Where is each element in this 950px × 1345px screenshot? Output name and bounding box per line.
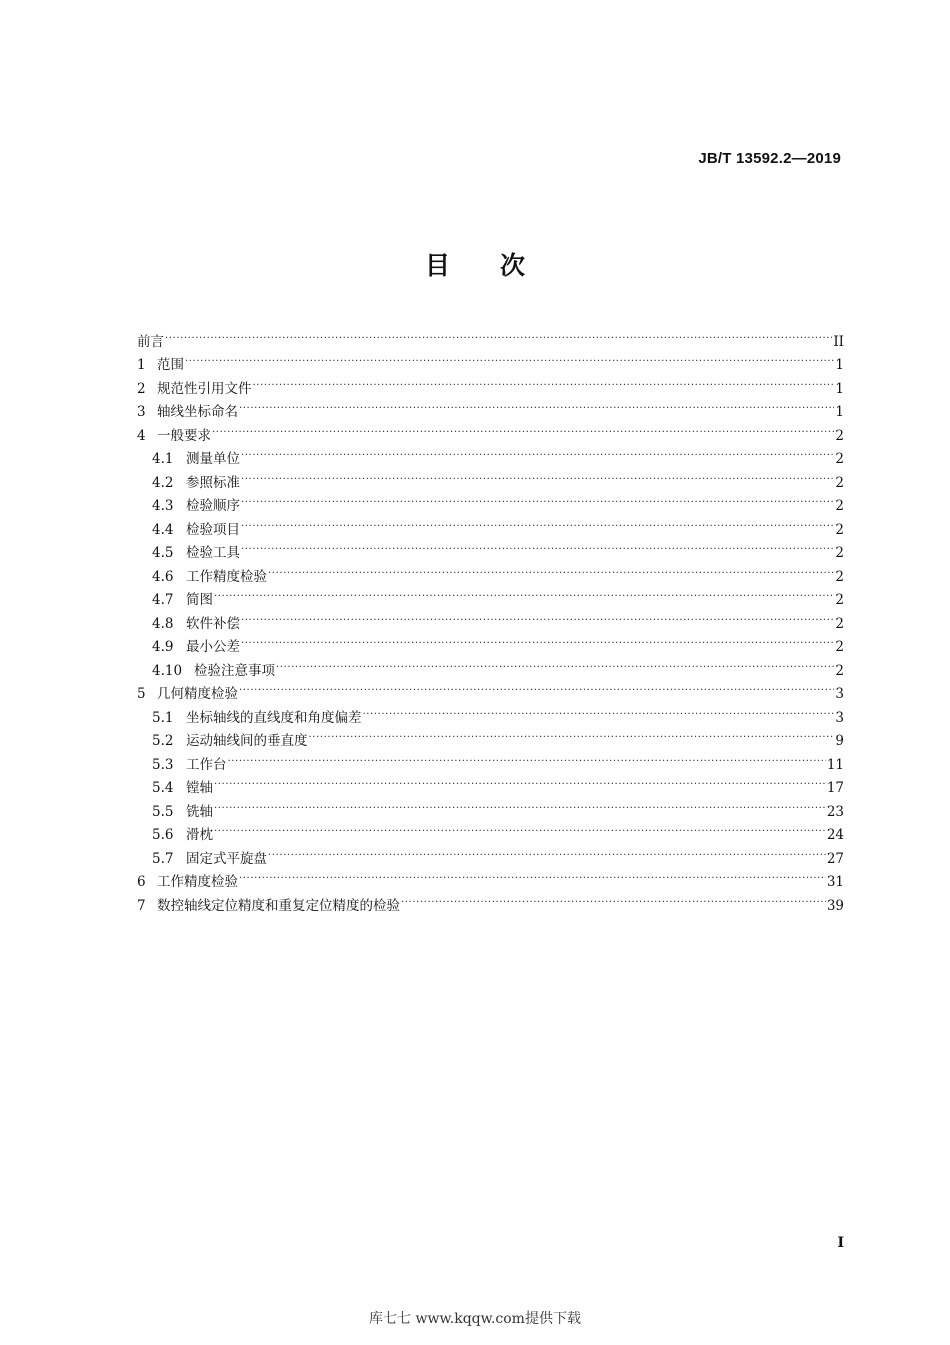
toc-entry-label: 数控轴线定位精度和重复定位精度的检验 — [157, 897, 400, 914]
toc-dot-leader — [165, 322, 832, 346]
toc-entry-number: 4.8 — [152, 615, 174, 632]
footer-watermark-text: 库七七 www.kqqw.com提供下载 — [369, 1311, 581, 1327]
toc-entry[interactable] — [137, 369, 844, 397]
toc-entry[interactable] — [137, 651, 844, 679]
toc-entry-number: 4.7 — [152, 592, 174, 608]
toc-dot-leader — [214, 769, 826, 793]
toc-entry-page: 27 — [826, 850, 844, 867]
title-char-2: 次 — [500, 251, 526, 280]
toc-entry-number: 5.7 — [152, 850, 174, 867]
toc-entry-label: 工作精度检验 — [157, 874, 238, 890]
toc-entry[interactable] — [137, 322, 844, 350]
toc-entry-page: 1 — [835, 380, 844, 397]
toc-entry[interactable] — [137, 604, 844, 632]
toc-entry-label: 工作台 — [186, 756, 227, 773]
toc-dot-leader — [309, 722, 835, 746]
toc-entry-page: 2 — [835, 592, 844, 608]
page-number: I — [837, 1235, 844, 1251]
toc-entry-label: 铣轴 — [186, 803, 213, 820]
toc-dot-leader — [214, 581, 834, 605]
table-of-contents — [137, 322, 844, 914]
toc-entry-page: 1 — [835, 404, 844, 420]
toc-entry-page: 2 — [835, 545, 844, 561]
toc-dot-leader — [241, 463, 834, 487]
toc-entry-label: 检验注意事项 — [194, 662, 275, 679]
toc-entry-page: 23 — [826, 803, 844, 820]
toc-entry-page: 2 — [835, 568, 844, 585]
toc-dot-leader — [241, 534, 834, 558]
toc-entry[interactable] — [137, 769, 844, 796]
toc-entry-page: 31 — [826, 874, 844, 890]
toc-entry[interactable] — [137, 863, 844, 890]
toc-entry-page: 2 — [835, 474, 844, 491]
toc-entry-page: 17 — [826, 780, 844, 796]
toc-entry-page: 2 — [835, 451, 844, 467]
toc-entry-label: 轴线坐标命名 — [157, 404, 238, 420]
toc-entry-label: 一般要求 — [157, 427, 211, 444]
toc-entry-page: 3 — [835, 709, 844, 726]
page-title — [0, 246, 950, 282]
toc-dot-leader — [241, 440, 834, 464]
toc-entry[interactable] — [137, 698, 844, 726]
toc-entry-label: 检验顺序 — [186, 498, 240, 514]
toc-entry-label: 运动轴线间的垂直度 — [186, 733, 308, 749]
toc-entry[interactable] — [137, 416, 844, 444]
toc-entry-number: 4.1 — [152, 451, 174, 467]
toc-dot-leader — [185, 346, 834, 370]
toc-dot-leader — [268, 557, 834, 581]
toc-dot-leader — [241, 487, 834, 511]
toc-entry-page: 2 — [835, 427, 844, 444]
toc-entry-number: 4.4 — [152, 521, 174, 538]
toc-entry-label: 检验工具 — [186, 545, 240, 561]
toc-entry-label: 前言 — [137, 333, 164, 350]
toc-entry[interactable] — [137, 816, 844, 843]
toc-entry[interactable] — [137, 581, 844, 608]
toc-entry-page: 1 — [835, 357, 844, 373]
title-char-1: 目 — [424, 251, 450, 280]
toc-entry[interactable] — [137, 792, 844, 820]
toc-dot-leader — [228, 745, 826, 769]
toc-entry-label: 规范性引用文件 — [157, 380, 252, 397]
toc-entry-page: 2 — [835, 662, 844, 679]
toc-dot-leader — [268, 839, 826, 863]
toc-entry-number: 6 — [137, 874, 146, 890]
toc-entry-number: 2 — [137, 380, 146, 397]
toc-entry-number: 5.4 — [152, 780, 174, 796]
toc-entry-number: 4.6 — [152, 568, 174, 585]
toc-entry-number: 4.10 — [152, 662, 183, 679]
toc-dot-leader — [253, 369, 835, 393]
toc-entry-number: 5.3 — [152, 756, 174, 773]
toc-dot-leader — [241, 604, 834, 628]
toc-entry[interactable] — [137, 463, 844, 491]
toc-entry[interactable] — [137, 346, 844, 373]
toc-entry[interactable] — [137, 628, 844, 655]
toc-entry-page: 2 — [835, 521, 844, 538]
toc-entry-number: 4.5 — [152, 545, 174, 561]
toc-entry[interactable] — [137, 886, 844, 914]
toc-dot-leader — [239, 675, 834, 699]
toc-entry-page: 9 — [835, 733, 844, 749]
toc-entry-page: 39 — [826, 897, 844, 914]
toc-entry-label: 滑枕 — [186, 827, 213, 843]
toc-entry-number: 4.3 — [152, 498, 174, 514]
toc-dot-leader — [214, 792, 826, 816]
toc-entry-label: 工作精度检验 — [186, 568, 267, 585]
toc-entry[interactable] — [137, 534, 844, 561]
toc-entry-page: 2 — [835, 615, 844, 632]
toc-entry[interactable] — [137, 675, 844, 702]
toc-dot-leader — [239, 863, 826, 887]
toc-entry-label: 几何精度检验 — [157, 686, 238, 702]
toc-entry[interactable] — [137, 839, 844, 867]
toc-dot-leader — [276, 651, 834, 675]
standard-code: JB/T 13592.2—2019 — [698, 150, 841, 167]
toc-entry-number: 5.5 — [152, 803, 174, 820]
toc-entry-number: 4.9 — [152, 639, 174, 655]
toc-entry[interactable] — [137, 487, 844, 514]
toc-entry-label: 软件补偿 — [186, 615, 240, 632]
toc-entry-label: 最小公差 — [186, 639, 240, 655]
toc-dot-leader — [214, 816, 826, 840]
toc-entry-page: 3 — [835, 686, 844, 702]
toc-dot-leader — [363, 698, 835, 722]
toc-dot-leader — [401, 886, 826, 910]
toc-entry-label: 检验项目 — [186, 521, 240, 538]
toc-entry[interactable] — [137, 510, 844, 538]
toc-dot-leader — [212, 416, 834, 440]
toc-entry-label: 简图 — [186, 592, 213, 608]
toc-entry-page: 2 — [835, 639, 844, 655]
toc-entry-page: 2 — [835, 498, 844, 514]
toc-entry-label: 固定式平旋盘 — [186, 850, 267, 867]
toc-entry-number: 3 — [137, 404, 146, 420]
toc-entry[interactable] — [137, 393, 844, 420]
toc-entry-number: 5.1 — [152, 709, 174, 726]
toc-entry[interactable] — [137, 557, 844, 585]
toc-entry-label: 参照标准 — [186, 474, 240, 491]
toc-dot-leader — [241, 628, 834, 652]
toc-entry[interactable] — [137, 440, 844, 467]
toc-entry[interactable] — [137, 745, 844, 773]
toc-entry-page: 24 — [826, 827, 844, 843]
toc-entry-label: 坐标轴线的直线度和角度偏差 — [186, 709, 362, 726]
toc-entry-number: 5.2 — [152, 733, 174, 749]
toc-entry-page: II — [833, 333, 844, 350]
toc-dot-leader — [239, 393, 834, 417]
toc-entry-number: 7 — [137, 897, 146, 914]
toc-entry-label: 范围 — [157, 357, 184, 373]
toc-entry-number: 4.2 — [152, 474, 174, 491]
toc-entry-label: 镗轴 — [186, 780, 213, 796]
toc-entry-page: 11 — [826, 756, 844, 773]
toc-dot-leader — [241, 510, 834, 534]
toc-entry-number: 5.6 — [152, 827, 174, 843]
toc-entry-number: 1 — [137, 357, 146, 373]
toc-entry-number: 5 — [137, 686, 146, 702]
toc-entry-number: 4 — [137, 427, 146, 444]
toc-entry-label: 测量单位 — [186, 451, 240, 467]
